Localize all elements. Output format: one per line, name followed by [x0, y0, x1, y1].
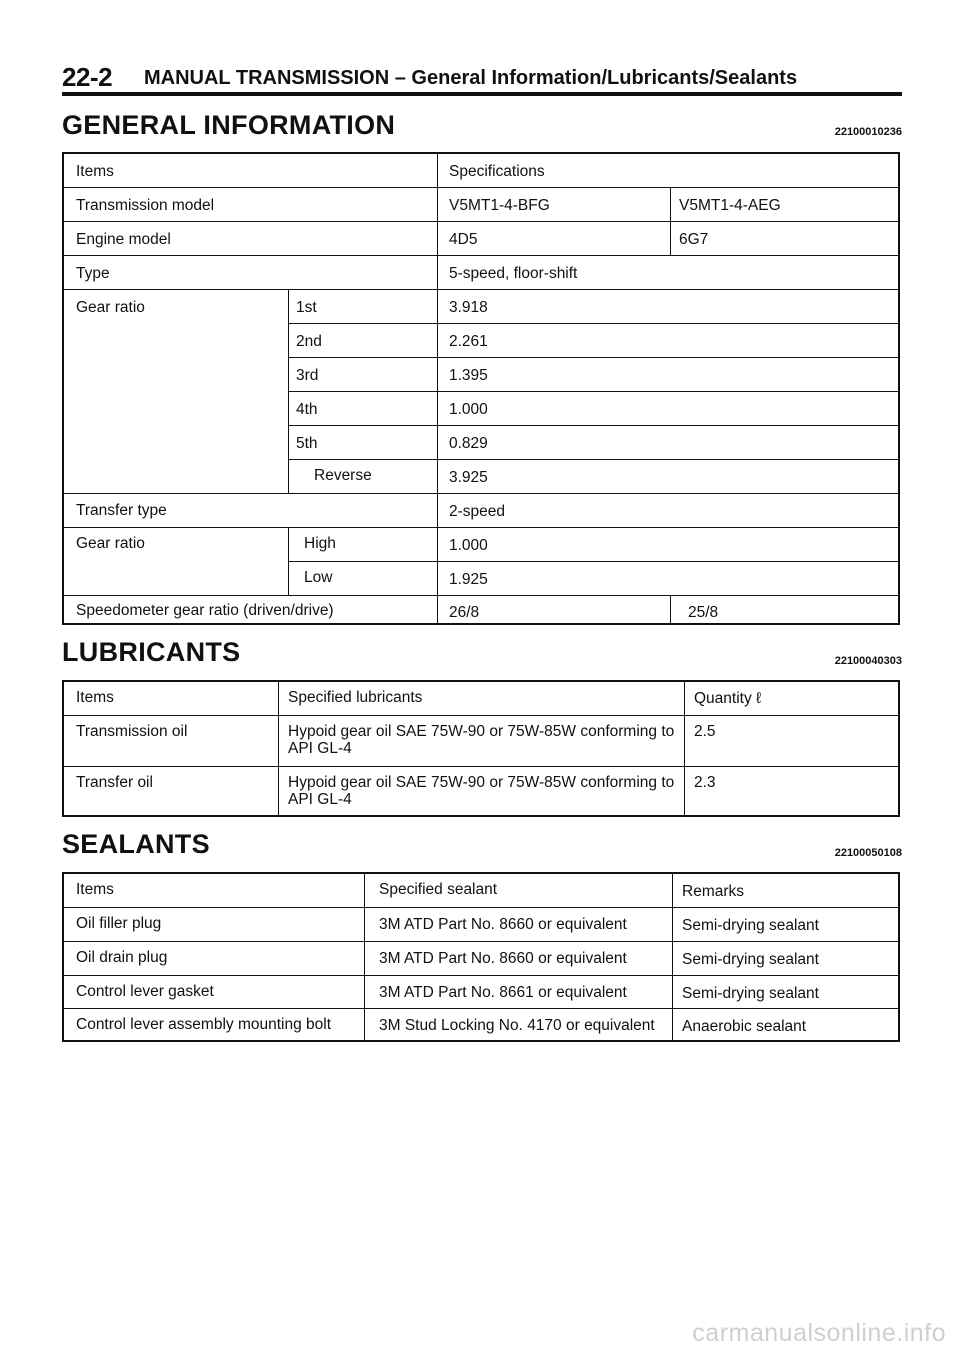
lub-row-spec-line2: API GL-4 — [288, 791, 352, 808]
gear-4th-value: 1.000 — [449, 401, 488, 418]
gear-reverse: Reverse — [314, 467, 372, 484]
general-information-title: GENERAL INFORMATION — [62, 110, 396, 140]
lub-row-spec-line1: Hypoid gear oil SAE 75W-90 or 75W-85W conforming to — [288, 723, 675, 740]
seal-row-remarks: Semi-drying sealant — [682, 951, 819, 968]
engine-model-b: 6G7 — [679, 231, 709, 248]
lub-row-item: Transmission oil — [76, 723, 188, 740]
speedometer-a: 26/8 — [449, 604, 480, 621]
seal-row-item: Control lever assembly mounting bolt — [76, 1016, 332, 1033]
header-specifications: Specifications — [449, 163, 545, 180]
lub-row-spec-line2: API GL-4 — [288, 740, 352, 757]
engine-model-label: Engine model — [76, 231, 171, 248]
gear-4th: 4th — [296, 401, 318, 418]
lub-header-items: Items — [76, 689, 114, 706]
transfer-gear-ratio-label: Gear ratio — [76, 535, 145, 552]
seal-row-sealant: 3M Stud Locking No. 4170 or equivalent — [379, 1017, 655, 1034]
gear-ratio-label: Gear ratio — [76, 299, 145, 316]
gear-2nd-value: 2.261 — [449, 333, 488, 350]
lub-row-item: Transfer oil — [76, 774, 153, 791]
watermark: carmanualsonline.info — [692, 1319, 946, 1347]
seal-header-sealant: Specified sealant — [379, 881, 498, 898]
transmission-model-b: V5MT1-4-AEG — [679, 197, 781, 214]
header-rule — [62, 92, 902, 96]
sealants-title: SEALANTS — [62, 829, 210, 859]
engine-model-a: 4D5 — [449, 231, 478, 248]
lubricants-code: 22100040303 — [834, 655, 902, 667]
gear-5th-value: 0.829 — [449, 435, 488, 452]
gear-2nd: 2nd — [296, 333, 322, 350]
general-information-table — [62, 152, 900, 625]
speedometer-label: Speedometer gear ratio (driven/drive) — [76, 602, 334, 619]
seal-row-item: Oil filler plug — [76, 915, 162, 932]
transfer-gear-low: Low — [304, 569, 333, 586]
seal-header-remarks: Remarks — [682, 883, 745, 900]
type-label: Type — [76, 265, 110, 282]
gear-5th: 5th — [296, 435, 318, 452]
seal-row-remarks: Semi-drying sealant — [682, 985, 819, 1002]
gear-reverse-value: 3.925 — [449, 469, 488, 486]
lub-row-quantity: 2.5 — [694, 723, 716, 740]
transfer-gear-high-value: 1.000 — [449, 537, 488, 554]
lub-header-quantity: Quantity ℓ — [694, 690, 762, 707]
page-header — [62, 62, 902, 92]
gear-3rd: 3rd — [296, 367, 319, 384]
lubricants-title: LUBRICANTS — [62, 637, 241, 667]
page-number: 22-2 — [62, 62, 113, 92]
seal-row-item: Control lever gasket — [76, 983, 214, 1000]
sealants-table — [62, 872, 900, 1042]
seal-row-sealant: 3M ATD Part No. 8660 or equivalent — [379, 950, 627, 967]
seal-row-remarks: Semi-drying sealant — [682, 917, 819, 934]
sealants-code: 22100050108 — [834, 847, 902, 859]
transfer-type-label: Transfer type — [76, 502, 167, 519]
seal-row-sealant: 3M ATD Part No. 8660 or equivalent — [379, 916, 627, 933]
type-value: 5-speed, floor-shift — [449, 265, 578, 282]
transfer-gear-low-value: 1.925 — [449, 571, 488, 588]
page-title: MANUAL TRANSMISSION – General Information/Lubricants/Sealants — [144, 67, 798, 89]
gear-1st-value: 3.918 — [449, 299, 488, 316]
gear-3rd-value: 1.395 — [449, 367, 488, 384]
transmission-model-a: V5MT1-4-BFG — [449, 197, 550, 214]
seal-header-items: Items — [76, 881, 114, 898]
transfer-type-value: 2-speed — [449, 503, 506, 520]
lub-row-quantity: 2.3 — [694, 774, 716, 791]
lub-header-lubricants: Specified lubricants — [288, 689, 423, 706]
lubricants-table — [62, 680, 900, 817]
seal-row-sealant: 3M ATD Part No. 8661 or equivalent — [379, 984, 627, 1001]
speedometer-b: 25/8 — [688, 604, 719, 621]
seal-row-remarks: Anaerobic sealant — [682, 1018, 807, 1035]
transfer-gear-high: High — [304, 535, 336, 552]
lub-row-spec-line1: Hypoid gear oil SAE 75W-90 or 75W-85W conforming to — [288, 774, 675, 791]
header-items: Items — [76, 163, 114, 180]
gear-1st: 1st — [296, 299, 317, 316]
transmission-model-label: Transmission model — [76, 197, 215, 214]
seal-row-item: Oil drain plug — [76, 949, 168, 966]
general-information-code: 22100010236 — [834, 126, 902, 138]
